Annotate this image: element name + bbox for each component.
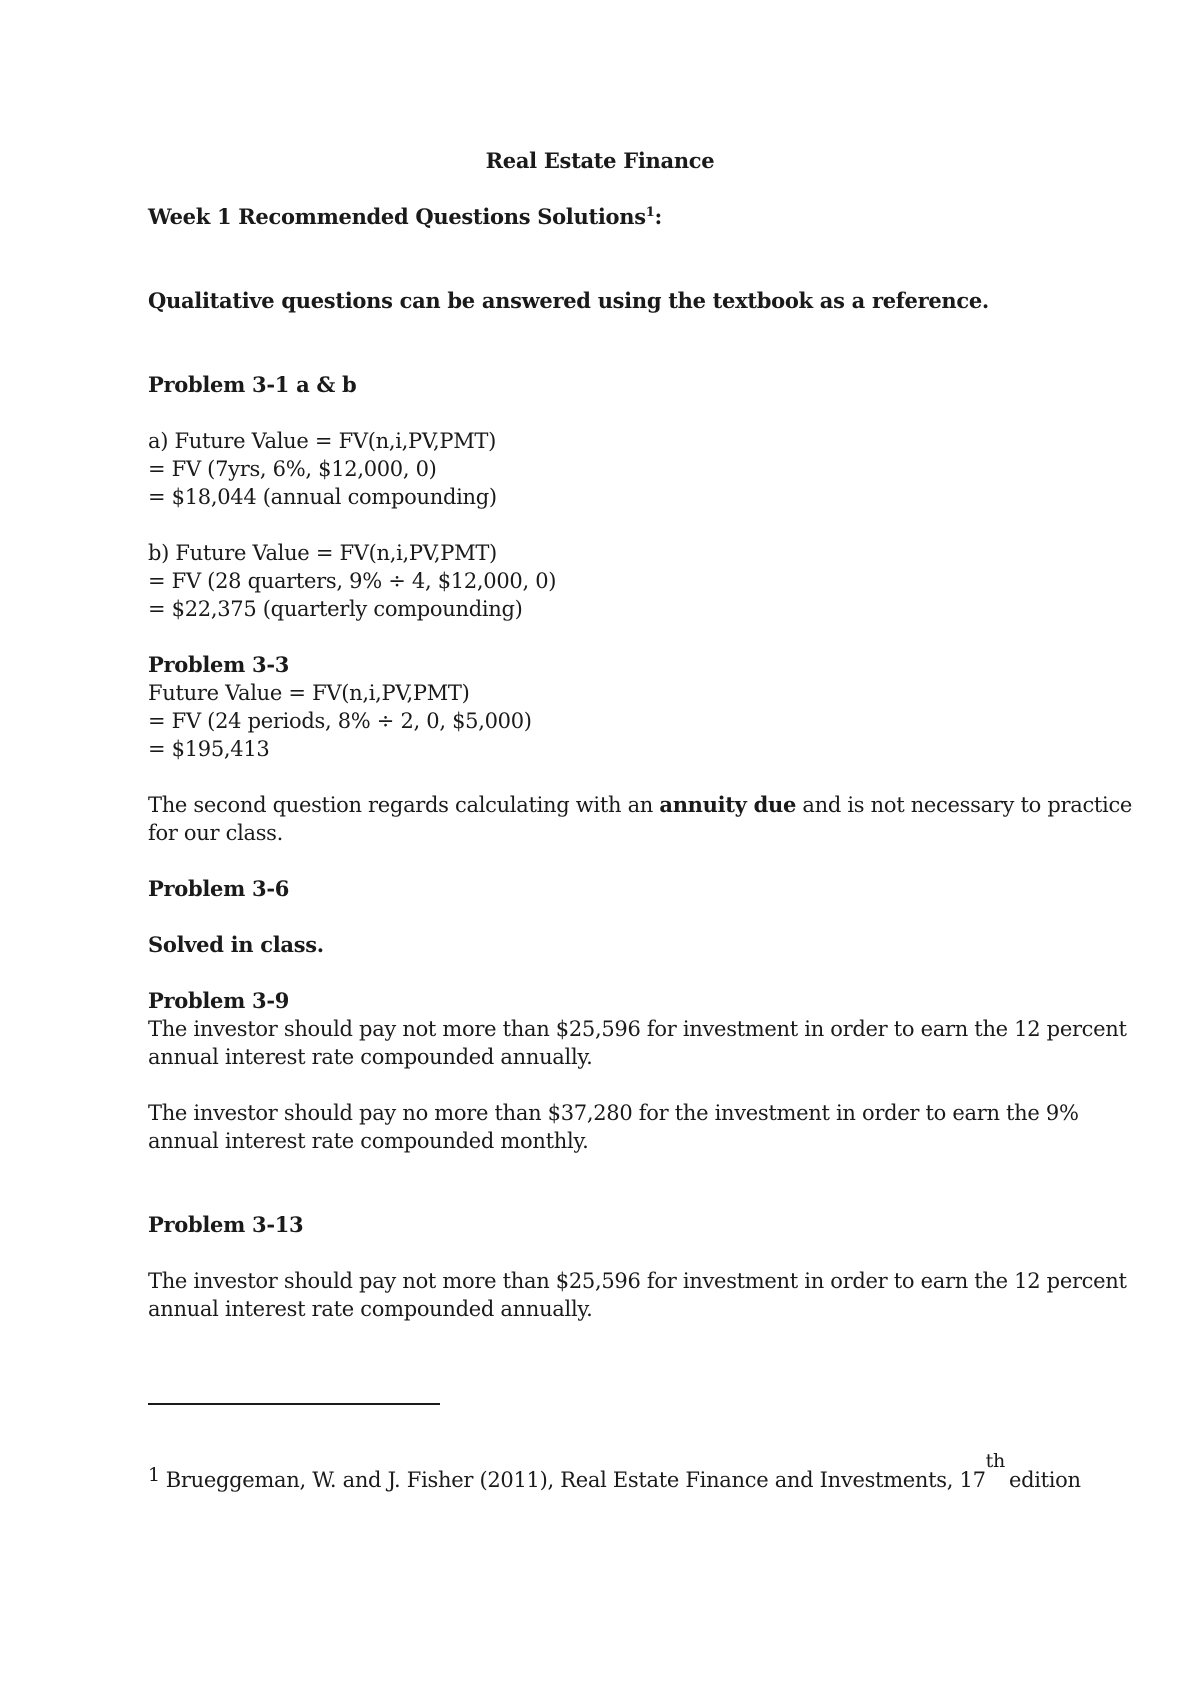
- intro-text: Qualitative questions can be answered using the textbook as a reference.: [148, 288, 989, 313]
- document-subtitle: [148, 203, 662, 231]
- problem-3-3-note-line2: for our class.: [148, 821, 284, 845]
- problem-3-1-a-line3: = $18,044 (annual compounding): [148, 485, 497, 509]
- note-part1: The second question regards calculating with an: [148, 793, 660, 817]
- footnote-mark: 1: [148, 1464, 160, 1486]
- subtitle-footnote-ref: 1: [645, 205, 655, 220]
- problem-3-13-line1: The investor should pay not more than $25,596 for investment in order to earn the 12 percent: [148, 1269, 1127, 1293]
- footnote-text: Brueggeman, W. and J. Fisher (2011), Real Estate Finance and Investments, 17: [165, 1468, 986, 1492]
- problem-3-1-a-line2: = FV (7yrs, 6%, $12,000, 0): [148, 457, 437, 481]
- problem-3-9-para1-line1: The investor should pay not more than $25,596 for investment in order to earn the 12 percent: [148, 1017, 1127, 1041]
- note-part2: and is not necessary to practice: [796, 793, 1133, 817]
- footnote: [148, 1450, 1081, 1495]
- problem-3-1-b-line3: = $22,375 (quarterly compounding): [148, 597, 523, 621]
- problem-3-1-b-line1: b) Future Value = FV(n,i,PV,PMT): [148, 541, 497, 565]
- note-bold-term: annuity due: [659, 792, 797, 817]
- footnote-superscript: th: [985, 1450, 1005, 1472]
- problem-3-1-a-line1: a) Future Value = FV(n,i,PV,PMT): [148, 429, 497, 453]
- footnote-separator: [148, 1403, 440, 1405]
- problem-3-3-line1: Future Value = FV(n,i,PV,PMT): [148, 681, 470, 705]
- problem-3-9-para2-line2: annual interest rate compounded monthly.: [148, 1129, 589, 1153]
- problem-3-1-heading: Problem 3-1 a & b: [148, 372, 357, 397]
- problem-3-3-note: [148, 791, 1132, 819]
- footnote-suffix: edition: [1008, 1468, 1081, 1492]
- problem-3-13-heading: Problem 3-13: [148, 1212, 304, 1237]
- problem-3-6-body: Solved in class.: [148, 932, 324, 957]
- problem-3-9-para2-line1: The investor should pay no more than $37,280 for the investment in order to earn the 9%: [148, 1101, 1079, 1125]
- problem-3-1-b-line2: = FV (28 quarters, 9% ÷ 4, $12,000, 0): [148, 569, 557, 593]
- problem-3-6-heading: Problem 3-6: [148, 876, 290, 901]
- problem-3-3-line3: = $195,413: [148, 737, 270, 761]
- subtitle-text: Week 1 Recommended Questions Solutions: [148, 204, 646, 229]
- problem-3-3-heading: Problem 3-3: [148, 652, 290, 677]
- problem-3-13-line2: annual interest rate compounded annually.: [148, 1297, 593, 1321]
- problem-3-9-heading: Problem 3-9: [148, 988, 290, 1013]
- problem-3-9-para1-line2: annual interest rate compounded annually.: [148, 1045, 593, 1069]
- document-title: Real Estate Finance: [485, 148, 715, 173]
- subtitle-suffix: :: [654, 204, 662, 229]
- problem-3-3-line2: = FV (24 periods, 8% ÷ 2, 0, $5,000): [148, 709, 532, 733]
